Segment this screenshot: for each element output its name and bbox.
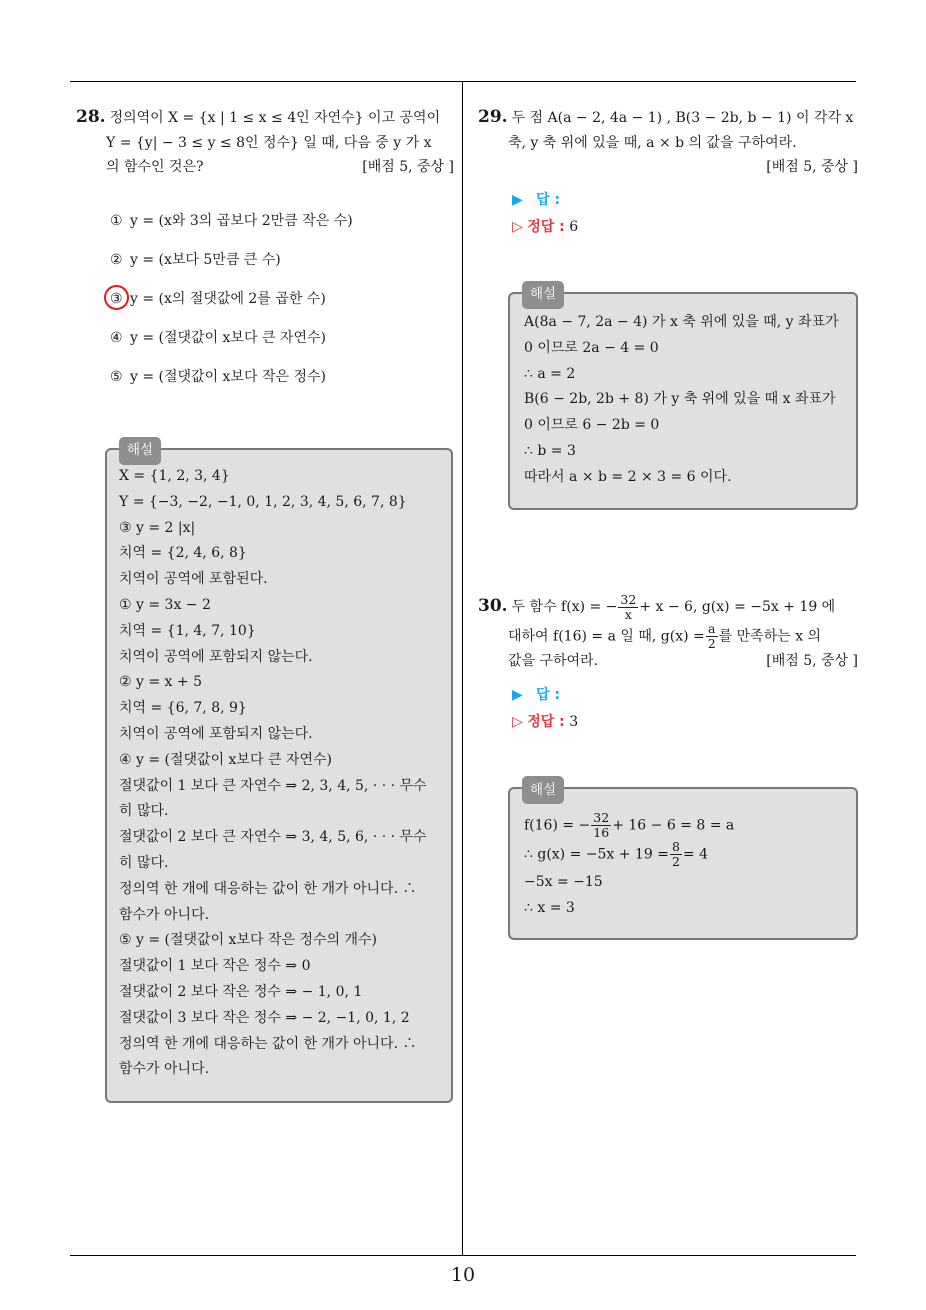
q28-sol-line-14: 히 많다. (119, 803, 169, 820)
q28-sol-line-23: 정의역 한 개에 대응하는 값이 한 개가 아니다. ∴ (119, 1035, 417, 1052)
q28-solution-box (105, 442, 453, 1103)
q28-line2: Y = {y| − 3 ≤ y ≤ 8인 정수} 일 때, 다음 중 y 가 x (106, 134, 432, 151)
q28-sol-line-4: 치역 = {2, 4, 6, 8} (119, 545, 247, 562)
q28-sol-line-9: ② y = x + 5 (119, 674, 202, 691)
q28-sol-line-15: 절댓값이 2 보다 큰 자연수 ⇒ 3, 4, 5, 6, · · · 무수 (119, 829, 427, 846)
q28-sol-line-24: 함수가 아니다. (119, 1061, 210, 1078)
q28-sol-line-16: 히 많다. (119, 854, 169, 871)
column-divider (462, 81, 463, 1255)
q30-sol-frac-1: $\frac{32}{16}$ (593, 810, 610, 840)
q30-line2: 대하여 f(16) = a 일 때, g(x) = $\frac{a}{2}$ 를 만족하는 x 의 (508, 620, 822, 651)
q29-meta: [배점 5, 중상 ] (766, 159, 858, 175)
q29-sol-line-7: 따라서 a × b = 2 × 3 = 6 이다. (524, 468, 732, 485)
q30-line1: 30. 두 함수 f(x) = − $\frac{32}{x}$ + x − 6, g(x) = −5x + 19 에 (478, 591, 836, 622)
play-icon: ▶ (512, 687, 523, 703)
q29-solution-box (508, 286, 858, 510)
q28-sol-line-2: Y = {−3, −2, −1, 0, 1, 2, 3, 4, 5, 6, 7, 8} (119, 493, 407, 510)
q28-sol-line-10: 치역 = {6, 7, 8, 9} (119, 700, 247, 717)
q28-sol-line-17: 정의역 한 개에 대응하는 값이 한 개가 아니다. ∴ (119, 880, 417, 897)
q29-sol-line-1: A(8a − 7, 2a − 4) 가 x 축 위에 있을 때, y 좌표가 (524, 314, 839, 330)
q30-frac-1: $\frac{32}{x}$ (620, 591, 637, 622)
q29-correct-value: 6 (569, 219, 579, 235)
q29-sol-line-4: B(6 − 2b, 2b + 8) 가 y 축 위에 있을 때 x 좌표가 (524, 391, 836, 408)
q28-solution-tab: 해설 (119, 437, 161, 465)
page-number: 10 (450, 1264, 476, 1286)
q29-sol-line-6: ∴ b = 3 (524, 442, 576, 459)
choice-4[interactable]: ④ y = (절댓값이 x보다 큰 자연수) (110, 330, 326, 346)
q30-meta: [배점 5, 중상 ] (766, 652, 858, 669)
q29-line3 (478, 155, 858, 180)
q30-line3: 값을 구하여라. [배점 5, 중상 ] (508, 652, 858, 669)
q30-sol-line-2: ∴ g(x) = −5x + 19 = $\frac{8}{2}$ = 4 (524, 839, 708, 869)
q29-solution-tab: 해설 (522, 281, 564, 309)
q29-sol-line-3: ∴ a = 2 (524, 365, 576, 382)
q30-solution-box (508, 782, 858, 940)
triangle-outline-icon: ▷ (512, 714, 523, 730)
q29-sol-line-5: 0 이므로 6 − 2b = 0 (524, 417, 660, 434)
q28-sol-line-13: 절댓값이 1 보다 큰 자연수 ⇒ 2, 3, 4, 5, · · · 무수 (119, 777, 427, 794)
q30-sol-line-1: f(16) = − $\frac{32}{16}$ + 16 − 6 = 8 = a (524, 810, 735, 840)
q29-line2: 축, y 축 위에 있을 때, a × b 의 값을 구하여라. (508, 134, 797, 151)
q28-sol-line-6: ① y = 3x − 2 (119, 596, 211, 613)
q28-sol-line-5: 치역이 공역에 포함된다. (119, 571, 268, 588)
q28-sol-line-21: 절댓값이 2 보다 작은 정수 ⇒ − 1, 0, 1 (119, 983, 363, 1000)
q28-meta: [배점 5, 중상 ] (362, 159, 454, 175)
q30-sol-line-3: −5x = −15 (524, 874, 603, 890)
q29-sol-line-2: 0 이므로 2a − 4 = 0 (524, 339, 659, 356)
q30-correct-value: 3 (569, 714, 579, 730)
q28-number: 28. (76, 107, 106, 127)
top-rule (70, 81, 856, 82)
q30-answer-row: ▶ 답 : (512, 687, 561, 703)
play-icon: ▶ (512, 192, 523, 208)
q28-sol-line-18: 함수가 아니다. (119, 906, 210, 923)
question-29 (478, 105, 858, 180)
q29-solution-lines (524, 310, 846, 491)
q28-sol-line-11: 치역이 공역에 포함되지 않는다. (119, 725, 313, 742)
q30-correct-row: ▷ 정답 : 3 (512, 714, 579, 730)
choice-5[interactable]: ⑤ y = (절댓값이 x보다 작은 정수) (110, 369, 326, 385)
q28-sol-line-8: 치역이 공역에 포함되지 않는다. (119, 648, 313, 665)
bottom-rule (70, 1255, 856, 1256)
q30-solution-tab: 해설 (522, 776, 564, 804)
q28-sol-line-7: 치역 = {1, 4, 7, 10} (119, 622, 256, 639)
q28-sol-line-12: ④ y = (절댓값이 x보다 큰 자연수) (119, 751, 332, 768)
q28-line1: 28. 정의역이 X = {x | 1 ≤ x ≤ 4인 자연수} 이고 공역이 (76, 107, 441, 127)
question-28 (76, 105, 454, 180)
triangle-outline-icon: ▷ (512, 219, 523, 235)
question-30 (478, 592, 858, 671)
q28-solution-lines (119, 464, 441, 1083)
q28-choices (110, 210, 450, 405)
q30-sol-frac-2: $\frac{8}{2}$ (671, 839, 680, 869)
q28-sol-line-3: ③ y = 2 |x| (119, 519, 196, 536)
q30-number: 30. (478, 596, 508, 616)
choice-2[interactable]: ② y = (x보다 5만큼 큰 수) (110, 252, 281, 268)
selected-circle-icon (104, 285, 129, 310)
q29-answer-row: ▶ 답 : (512, 192, 561, 208)
choice-1[interactable]: ① y = (x와 3의 곱보다 2만큼 작은 수) (110, 213, 353, 229)
q28-sol-line-20: 절댓값이 1 보다 작은 정수 ⇒ 0 (119, 958, 311, 975)
q28-sol-line-22: 절댓값이 3 보다 작은 정수 ⇒ − 2, −1, 0, 1, 2 (119, 1009, 410, 1026)
q29-number: 29. (478, 107, 508, 127)
q28-sol-line-19: ⑤ y = (절댓값이 x보다 작은 정수의 개수) (119, 932, 377, 949)
q29-correct-row: ▷ 정답 : 6 (512, 219, 579, 235)
q28-sol-line-1: X = {1, 2, 3, 4} (119, 468, 230, 484)
q29-line1: 29. 두 점 A(a − 2, 4a − 1) , B(3 − 2b, b − 1) 이 각각 x (478, 107, 854, 127)
q28-line3: 의 함수인 것은? [배점 5, 중상 ] (76, 155, 454, 180)
choice-3-selected[interactable]: ③ y = (x의 절댓값에 2를 곱한 수) (110, 288, 450, 327)
q30-frac-2: $\frac{a}{2}$ (707, 620, 716, 651)
q30-sol-line-4: ∴ x = 3 (524, 900, 575, 916)
